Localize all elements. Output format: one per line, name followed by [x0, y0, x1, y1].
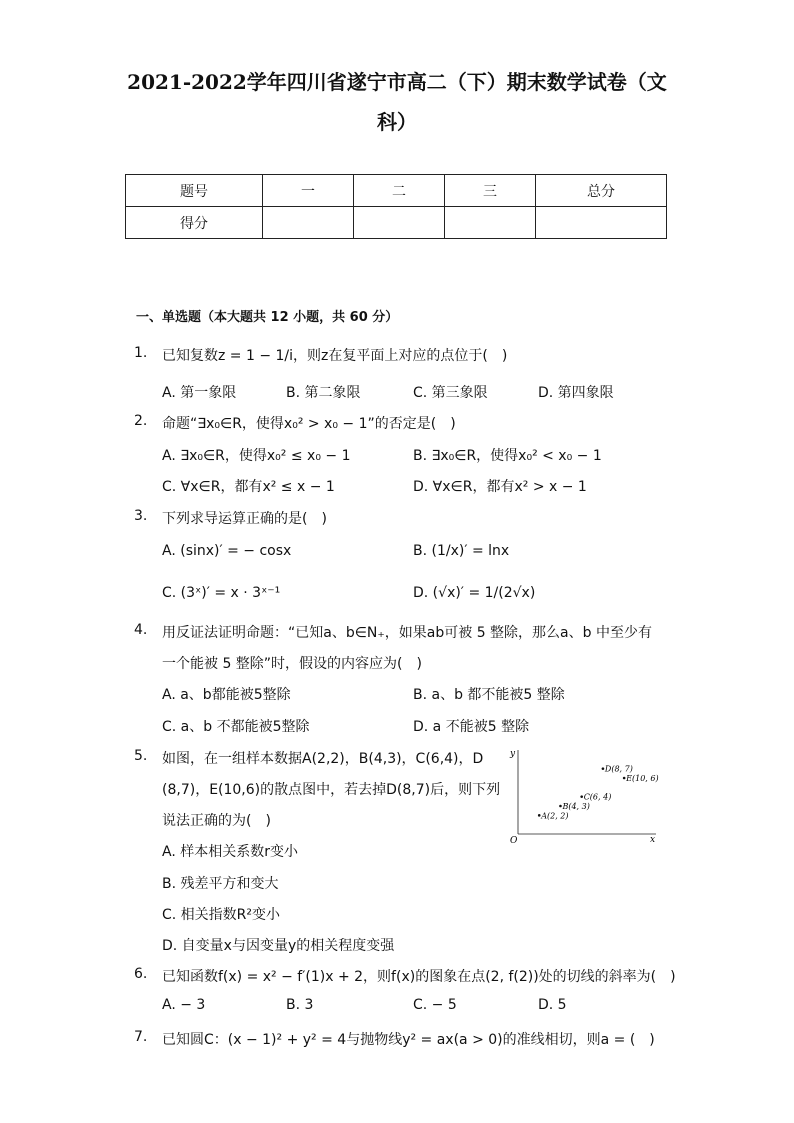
option: C. ∀x∈R，都有x² ≤ x − 1 — [162, 479, 335, 495]
option: A. ∃x₀∈R，使得x₀² ≤ x₀ − 1 — [162, 448, 351, 464]
option: B. a、b 都不能被5 整除 — [413, 687, 565, 703]
score-cell — [445, 207, 536, 239]
y-axis-label: y — [510, 749, 516, 759]
option: B. 残差平方和变大 — [162, 876, 279, 892]
question-text-line: 如图，在一组样本数据A(2,2)，B(4,3)，C(6,4)，D — [162, 751, 484, 767]
question-number: 6. — [134, 966, 148, 982]
score-table-header-row — [126, 175, 667, 207]
option: D. 自变量x与因变量y的相关程度变强 — [162, 938, 395, 954]
section-heading: 一、单选题（本大题共 12 小题，共 60 分） — [136, 310, 399, 325]
score-cell: 二 — [354, 175, 445, 207]
option: C. a、b 不都能被5整除 — [162, 719, 310, 735]
point-label: B(4, 3) — [562, 802, 590, 811]
option: D. 5 — [538, 997, 567, 1013]
option: A. − 3 — [162, 997, 206, 1013]
option: A. (sinx)′ = − cosx — [162, 543, 292, 559]
option: B. 3 — [286, 997, 314, 1013]
score-table — [125, 174, 667, 239]
point-label: A(2, 2) — [541, 811, 569, 821]
point-label: D(8, 7) — [604, 764, 633, 774]
question-number: 2. — [134, 413, 148, 429]
score-cell — [536, 207, 667, 239]
question-number: 4. — [134, 622, 148, 638]
question-text: 已知函数f(x) = x² − f′(1)x + 2，则f(x)的图象在点(2, f(2))处的切线的斜率为( ) — [162, 969, 676, 985]
x-axis-label: x — [650, 835, 656, 845]
score-table-value-row — [126, 207, 667, 239]
question-text-line: 用反证法证明命题：“已知a、b∈N₊，如果ab可被 5 整除，那么a、b 中至少有 — [162, 625, 652, 641]
question-number: 7. — [134, 1029, 148, 1045]
option: D. (√x)′ = 1/(2√x) — [413, 585, 536, 601]
option: A. 样本相关系数r变小 — [162, 844, 298, 860]
option: B. (1/x)′ = lnx — [413, 543, 510, 559]
score-cell: 三 — [445, 175, 536, 207]
option: D. a 不能被5 整除 — [413, 719, 530, 735]
point-label: C(6, 4) — [583, 792, 612, 802]
option: C. − 5 — [413, 997, 457, 1013]
option: D. 第四象限 — [538, 385, 614, 401]
question-text-line: 一个能被 5 整除”时，假设的内容应为( ) — [162, 656, 422, 672]
question-number: 1. — [134, 345, 148, 361]
option: C. 第三象限 — [413, 385, 488, 401]
title-line-1: 2021-2022学年四川省遂宁市高二（下）期末数学试卷（文 — [127, 70, 667, 94]
point-label: E(10, 6) — [626, 774, 659, 783]
question-text: 已知圆C：(x − 1)² + y² = 4与抛物线y² = ax(a > 0)的准线相切，则a = ( ) — [162, 1032, 655, 1048]
score-cell: 一 — [263, 175, 354, 207]
question-text: 命题“∃x₀∈R，使得x₀² > x₀ − 1”的否定是( ) — [162, 416, 456, 432]
question-number: 5. — [134, 748, 148, 764]
scatter-point — [602, 767, 605, 770]
question-number: 3. — [134, 508, 148, 524]
option: A. a、b都能被5整除 — [162, 687, 291, 703]
option: D. ∀x∈R，都有x² > x − 1 — [413, 479, 587, 495]
score-cell — [263, 207, 354, 239]
scatter-point — [580, 795, 583, 798]
scatter-plot — [508, 746, 668, 846]
scatter-point — [559, 805, 562, 808]
question-text: 下列求导运算正确的是( ) — [162, 511, 327, 527]
score-cell: 题号 — [126, 175, 263, 207]
score-cell: 总分 — [536, 175, 667, 207]
exam-title — [60, 62, 734, 142]
scatter-point — [623, 777, 626, 780]
scatter-point — [538, 814, 541, 817]
origin-label: O — [510, 836, 518, 846]
title-line-2: 科） — [377, 110, 417, 134]
option: A. 第一象限 — [162, 385, 237, 401]
score-cell — [354, 207, 445, 239]
question-text-line: (8,7)，E(10,6)的散点图中，若去掉D(8,7)后，则下列 — [162, 782, 501, 798]
option: B. ∃x₀∈R，使得x₀² < x₀ − 1 — [413, 448, 602, 464]
question-text: 已知复数z = 1 − 1/i，则z在复平面上对应的点位于( ) — [162, 348, 508, 364]
option: B. 第二象限 — [286, 385, 361, 401]
question-text-line: 说法正确的为( ) — [162, 813, 271, 829]
option: C. 相关指数R²变小 — [162, 907, 281, 923]
score-cell: 得分 — [126, 207, 263, 239]
option: C. (3ˣ)′ = x · 3ˣ⁻¹ — [162, 585, 281, 601]
